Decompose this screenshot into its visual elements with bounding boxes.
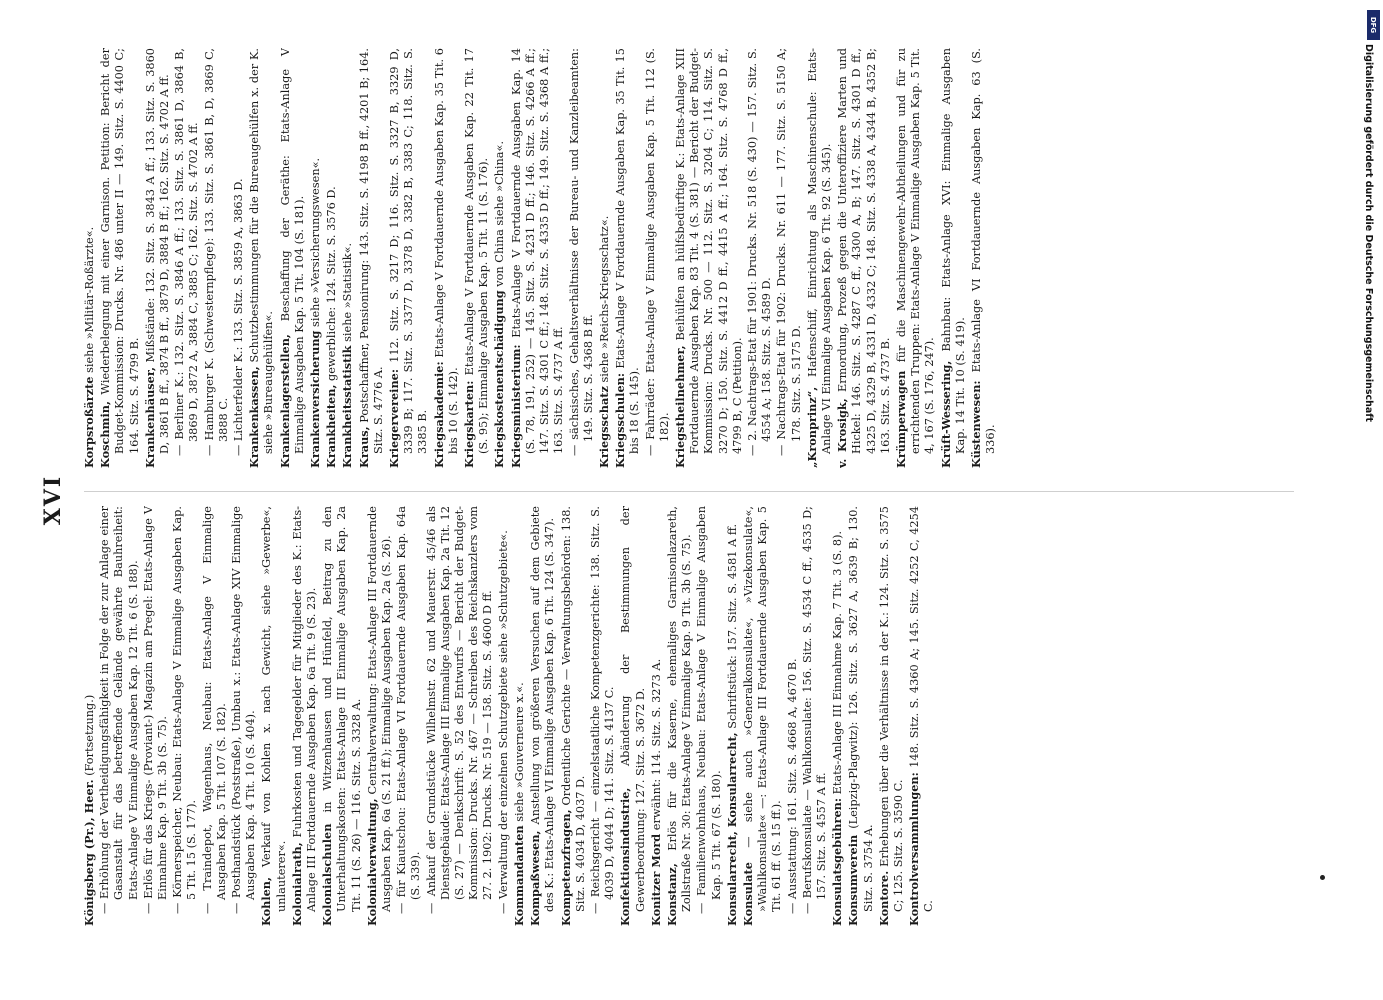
entry-text: Etats-Anlage V Fortdauernde Ausgaben Kap. 35 Tit. 15 bis 18 (S. 145). [614, 48, 642, 454]
entry-heading: Kriegsschulen: [613, 372, 628, 468]
index-entry [907, 506, 936, 926]
entry-text: gewerbliche: 124. Sitz. S. 3576 D. [325, 186, 339, 385]
index-entry [290, 506, 319, 926]
index-entry [775, 48, 803, 468]
index-entry [846, 506, 875, 926]
entry-text: Etats-Anlage III Einnahme Kap. 7 Tit. 3 (S. 8). [831, 530, 845, 798]
index-entry [357, 48, 386, 468]
index-entry [98, 48, 142, 468]
entry-text: Erhebungen über die Verhältnisse in der K.: 124. Sitz. S. 3575 C; 125. Sitz. S. 3590 C. [877, 506, 905, 912]
page-number: XVI [40, 474, 66, 526]
index-entry [201, 506, 229, 926]
index-entry [613, 48, 642, 468]
index-entry [173, 48, 201, 468]
entry-heading: Koschmin, [98, 401, 113, 468]
entry-text: Etats-Anlage V Fortdauernde Ausgaben Kap. 14 (S. 78, 191, 252) — 145. Sitz. S. 4231 D ff.; 146. Sitz. S. 4266 A ff.; 147. Sitz. S. 4301 C ff.; 148. Sitz. S. 4335 D ff.; 149. Sitz. S. 4368 A ff.; 163. Sitz. S. 4737 A ff. [509, 48, 566, 454]
entry-text: Etats-Anlage V Fortdauernde Ausgaben Kap. 35 Tit. 6 bis 10 (S. 142). [432, 48, 460, 454]
entry-text: von China siehe »China«. [493, 140, 507, 291]
entry-text: (Leipzig-Plagwitz): 126. Sitz. S. 3627 A, 3639 B; 130. Sitz. S. 3754 A. [847, 506, 875, 912]
entry-text: Etats-Anlage V Fortdauernde Ausgaben Kap. 22 Tit. 17 (S. 95); Einmalige Ausgaben Kap. 5 Tit. 11 (S. 176). [463, 48, 491, 454]
entry-text: — für Kiautschou: Etats-Anlage VI Fortdauernde Ausgaben Kap. 64a (S. 339). [395, 506, 423, 914]
entry-text: für die Maschinengewehr-Abtheilungen und für zu errichtenden Truppen: Etats-Anlage V Einmalige Ausgaben Kap. 5 Tit. 4, 167 (S. 176, 247). [894, 48, 937, 454]
entry-heading: Kraus, [356, 426, 371, 468]
entry-text: — Erlös für das Kriegs- (Proviant-) Magazin am Pregel: Etats-Anlage V Einnahme Kap. 9 Tit. 3b (S. 75). [141, 506, 170, 914]
index-entry [497, 506, 511, 926]
entry-heading: Königsberg (Pr.), Heer. [82, 779, 96, 926]
index-entry [559, 506, 588, 926]
entry-text: — Traindepot, Wagenhaus, Neubau: Etats-Anlage V Einmalige Ausgaben Kap. 5 Tit. 107 (S. 182). [200, 506, 228, 914]
entry-text: Centralverwaltung: Etats-Anlage III Fortdauernde Ausgaben Kap. 6a (S. 21 ff.); Einmalige Ausgaben Kap. 2a (S. 26). [365, 506, 394, 912]
entry-text: Fuhrkosten und Tagegelder für Mitglieder des K.: Etats-Anlage III Fortdauernde Ausgaben Kap. 6a Tit. 9 (S. 23). [290, 506, 319, 912]
index-entry [142, 506, 170, 926]
entry-text: — 2. Nachtrags-Etat für 1901: Drucks. Nr. 518 (S. 430) — 157. Sitz. S. 4554 A; 158. Sitz. S. 4589 D. [745, 48, 774, 456]
index-entry [171, 506, 199, 926]
index-entry [308, 48, 323, 468]
index-entry [665, 506, 694, 926]
digitization-credit: Digitalisierung gefördert durch die Deutsche Forschungsgemeinschaft [1363, 44, 1374, 422]
index-entry [387, 48, 431, 468]
entry-text: — Familienwohnhaus, Neubau: Etats-Anlage V Einmalige Ausgaben Kap. 5 Tit. 67 (S. 180). [695, 506, 723, 914]
entry-text: siehe »Gouverneure x.«. [512, 682, 526, 826]
entry-heading: Konsularrecht, Konsularrecht, [724, 732, 739, 926]
index-entry [512, 506, 527, 926]
entry-text: erwähnt: 114. Sitz. S. 3273 A. [649, 658, 663, 834]
entry-heading: Krüft-Wessering, [938, 360, 953, 468]
index-entry [259, 506, 288, 926]
entry-text: Ordentliche Gerichte — Verwaltungsbehörden: 138. Sitz. S. 4034 D, 4037 D. [559, 506, 587, 912]
entry-text: — Hamburger K. (Schwesternpflege): 133. Sitz. S. 3861 B, D, 3869 C, 3888 C. [202, 48, 230, 456]
entry-heading: Konitzer Mord [648, 833, 663, 926]
entry-text: — Posthandstück (Poststraße), Umbau x.: Etats-Anlage XIV Einmalige Ausgaben Kap. 4 Tit. 10 (S. 404). [230, 506, 258, 914]
entry-text: Schriftstück: 157. Sitz. S. 4581 A ff. [725, 523, 739, 733]
entry-heading: Krankenlagerstellen, [277, 334, 292, 468]
entry-heading: Kompetenzfragen, [558, 809, 573, 926]
entry-text: Beihülfen an hülfsbedürftige K.: Etats-Anlage XIII Fortdauernde Ausgaben Kap. 83 Tit. 4 (S. 381) — Bericht der Budget-Kommission: Drucks. Nr. 500 — 112. Sitz. S. 3204 C; 114. Sitz. S. 3270 D; 150. Sitz. S. 4412 D ff., 4415 A ff.; 164. Sitz. S. 4768 D ff., 4799 B, C (Petition). [673, 48, 744, 454]
entry-text: — Reichsgericht — einzelstaatliche Kompetenzgerichte: 138. Sitz. S. 4039 D, 4044 D; 141. Sitz. S. 4137 C. [588, 506, 617, 914]
index-entry [98, 506, 141, 926]
entry-heading: Krümperwagen [893, 370, 908, 468]
index-entry [492, 48, 507, 468]
entry-text: — Ankauf der Grundstücke Wilhelmstr. 62 und Mauerstr. 45/46 als Dienstgebäude: Etats-Anlage III Einmalige Ausgaben Kap. 2a Tit. 12 (S. 27) — Denkschrift: S. 52 des Entwurfs — Bericht der Budget-Kommission: Drucks. Nr. 467 — Schreiben des Reichskanzlers vom 27. 2. 1902: Drucks. Nr. 519 — 158. Sitz. S. 4600 D ff. [424, 506, 495, 914]
index-entry [746, 48, 774, 468]
entry-text: — Erhöhung der Vertheidigungsfähigkeit in Folge der zur Anlage einer Gasanstalt für das betreffende Gelände gewährte Bauhreiheit: Etats-Anlage V Einmalige Ausgaben Kap. 12 Tit. 6 (S. 188). [98, 506, 140, 914]
index-entry [673, 48, 745, 468]
index-entry [597, 48, 612, 468]
entry-heading: Konfektionsindustrie, [618, 787, 633, 926]
entry-heading: Küstenwesen: [968, 380, 983, 468]
entry-text: Erlös für die Kaserne, ehemaliges Garnisonlazareth, Zollstraße Nr. 30: Etats-Anlage V Einmalige Kap. 9 Tit. 3b (S. 75). [665, 506, 694, 912]
entry-text: siehe »Versicherungswesen«. [309, 157, 323, 331]
entry-text: Mißstände: 132. Sitz. S. 3843 A ff.; 133. Sitz. S. 3860 D, 3861 B ff., 3874 B ff., 3879 D, 3884 B ff.; 162. Sitz. S. 4702 A ff. [143, 48, 172, 454]
entry-text: 112. Sitz. S. 3217 D; 116. Sitz. S. 3327 B, 3329 D, 3339 B; 117. Sitz. S. 3377 D, 3378 D, 3382 B, 3383 C; 118. Sitz. S. 3385 B. [388, 48, 430, 454]
right-column [82, 48, 1302, 468]
entry-text: Wiederbelegung mit einer Garnison. Petition: Bericht der Budget-Kommission: Drucks. Nr. 486 unter II — 149. Sitz. S. 4400 C; 164. Sitz. S. 4799 B. [99, 48, 141, 454]
index-entry [320, 506, 364, 926]
dfg-logo [1367, 10, 1380, 40]
entry-heading: v. Krosigk, [835, 398, 850, 468]
entry-heading: Krankenversicherung [308, 330, 323, 468]
index-entry [741, 506, 785, 926]
index-entry [969, 48, 998, 468]
left-column [82, 506, 1302, 926]
entry-text: — Körnerspeicher, Neubau: Etats-Anlage V Einmalige Ausgaben Kap. 5 Tit. 15 (S. 177). [171, 506, 199, 914]
index-entry [786, 506, 800, 926]
entry-heading: Kriegsakademie: [431, 361, 446, 468]
index-entry [143, 48, 172, 468]
entry-heading: Kriegstheilnehmer, [672, 345, 687, 468]
index-entry [835, 48, 893, 468]
entry-heading: Konsulatsgebühren: [830, 797, 845, 926]
entry-heading: Konsulate [740, 862, 755, 926]
ink-speck [1320, 875, 1325, 880]
entry-heading: Krankheitsstatistik [340, 345, 355, 468]
index-entry [805, 48, 834, 468]
index-entry [278, 48, 307, 468]
entry-heading: Kommandanten [511, 825, 526, 926]
index-entry [568, 48, 596, 468]
entry-heading: Kolonialverwaltung, [364, 798, 379, 926]
index-entry [618, 506, 647, 926]
entry-text: — Lichterfelder K.: 133. Sitz. S. 3859 A, 3863 D. [232, 178, 246, 456]
index-entry [230, 506, 258, 926]
index-entry [589, 506, 617, 926]
index-entry [725, 506, 740, 926]
entry-text: Ermordung, Prozeß gegen die Unteroffiziere Marten und Hickel: 146. Sitz. S. 4287 C ff., 4300 A, B; 147. Sitz. S. 4301 D ff., 4325 D, 4329 B, 4331 D, 4332 C; 148. Sitz. S. 4338 A, 4344 B, 4352 B; 163. Sitz. S. 4737 B. [836, 48, 892, 454]
index-entry [830, 506, 845, 926]
index-entry [232, 48, 246, 468]
entry-heading: „Kronprinz“, [804, 386, 819, 468]
index-entry [528, 506, 557, 926]
index-entry [462, 48, 491, 468]
entry-text: in Witzenhausen und Hünfeld, Beitrag zu den Unterhaltungskosten: Etats-Anlage III Einmalige Ausgaben Kap. 2a Tit. 11 (S. 26) — 116. Sitz. S. 3328 A. [321, 506, 363, 912]
entry-text: — Fahrräder: Etats-Anlage V Einmalige Ausgaben Kap. 5 Tit. 112 (S. 182). [643, 48, 671, 456]
entry-heading: Kompaßwesen, [528, 830, 543, 926]
entry-text: Beschaffung der Geräthe: Etats-Anlage V Einmalige Ausgaben Kap. 5 Tit. 104 (S. 181). [278, 48, 306, 454]
entry-text: — Verwaltung der einzelnen Schutzgebiete siehe »Schutzgebiete«. [496, 530, 510, 914]
entry-text: — Nachtrags-Etat für 1902: Drucks. Nr. 611 — 177. Sitz. S. 5150 A; 178. Sitz. S. 5175 D. [775, 48, 803, 456]
entry-heading: Kohlen, [259, 877, 274, 926]
index-entry [247, 48, 276, 468]
entry-heading: Konsumverein [846, 834, 861, 926]
index-entry [695, 506, 723, 926]
index-entry [340, 48, 355, 468]
entry-heading: Kriegervereine: [387, 368, 402, 468]
entry-heading: Krankheiten, [324, 384, 339, 468]
entry-text: Verkauf von Kohlen x. nach Gewicht, siehe »Gewerbe«, unlauterer«. [260, 506, 288, 912]
entry-text: 148. Sitz. S. 4360 A; 145. Sitz. 4252 C, 4254 C. [908, 506, 936, 912]
entry-text: Bahnbau: Etats-Anlage XVI: Einmalige Ausgaben Kap. 14 Tit. 10 (S. 419). [939, 48, 967, 454]
entry-heading: Konstanz, [664, 863, 679, 926]
entry-text: Postschaffner, Pensionirung: 143. Sitz. S. 4198 B ff., 4201 B; 164. Sitz. S. 4776 A. [357, 48, 385, 454]
index-entry [82, 48, 97, 468]
index-entry [365, 506, 394, 926]
index-entry [801, 506, 829, 926]
index-entry [644, 48, 672, 468]
entry-text: Etats-Anlage VI Fortdauernde Ausgaben Kap. 63 (S. 336). [969, 48, 998, 454]
entry-text: — Ausstattung: 161. Sitz. S. 4668 A, 4670 B. [785, 658, 799, 914]
entry-text: Schutzbestimmungen für die Bureaugehülfen x. der K. siehe »Bureaugehülfen«. [248, 48, 276, 454]
entry-heading: Kriegskostenentschädigung [492, 290, 507, 468]
entry-heading: Krankenkassen, [247, 366, 262, 468]
index-entry [203, 48, 231, 468]
entry-text: Hafenschiff, Einrichtung als Maschinenschule: Etats-Anlage VI Einmalige Ausgaben Kap. 6 Tit. 92 (S. 345). [805, 48, 833, 454]
entry-text: — sächsisches, Gehaltsverhältnisse der Bureau- und Kanzleibeamten: 149. Sitz. S. 4368 B ff. [567, 48, 595, 456]
entry-heading: Kontrolversammlungen: [907, 772, 922, 926]
index-entry [894, 48, 938, 468]
dfg-logo-text: DFG [1369, 16, 1378, 34]
entry-text: — Berliner K.: 132. Sitz. S. 3846 A ff.; 133. Sitz. S. 3861 D, 3864 B, 3869 D, 3872 A, 3884 C, 3885 C; 162. Sitz. S. 4702 A ff. [173, 48, 201, 456]
entry-text: (Fortsetzung.) [83, 694, 96, 780]
index-entry [649, 506, 664, 926]
entry-heading: Kriegsministerium: [508, 344, 523, 468]
entry-text: — Berufskonsulate — Wahlkonsulate: 156. Sitz. S. 4534 C ff., 4535 D; 157. Sitz. S. 4557 A ff. [800, 506, 828, 914]
index-entry [425, 506, 496, 926]
index-entry [432, 48, 461, 468]
entry-heading: Kontore. [876, 870, 891, 926]
entry-heading: Korpsroßärzte [82, 376, 96, 468]
index-entry [82, 506, 97, 926]
index-entry [509, 48, 567, 468]
column-divider [84, 491, 1294, 492]
entry-text: siehe »Militär-Roßärzte«. [83, 226, 96, 377]
index-entry [324, 48, 339, 468]
entry-heading: Kolonialrath, [289, 842, 304, 926]
index-entry [877, 506, 906, 926]
index-entry [395, 506, 423, 926]
entry-text: Anstellung von größeren Versuchen auf dem Gebiete des K.: Etats-Anlage VI Einmalige Ausgaben Kap. 6 Tit. 124 (S. 347). [529, 506, 557, 912]
entry-text: siehe »Statistik«. [341, 242, 355, 346]
index-entry [939, 48, 968, 468]
entry-heading: Kolonialschulen [320, 823, 335, 926]
entry-text: siehe »Reichs-Kriegsschatz«. [597, 215, 611, 387]
entry-text: — siehe auch »Generalkonsulate«, »Vizekonsulate«, »Wahlkonsulate« —: Etats-Anlage III Fortdauernde Ausgaben Kap. 5 Tit. 61 ff. (S. 15 ff.). [741, 506, 784, 912]
entry-heading: Kriegskarten: [462, 380, 477, 468]
entry-heading: Kriegsschatz [596, 386, 611, 468]
entry-text: Abänderung der Bestimmungen der Gewerbeordnung: 127. Sitz. S. 3672 D. [619, 506, 647, 912]
entry-heading: Krankenhäuser, [142, 367, 157, 468]
